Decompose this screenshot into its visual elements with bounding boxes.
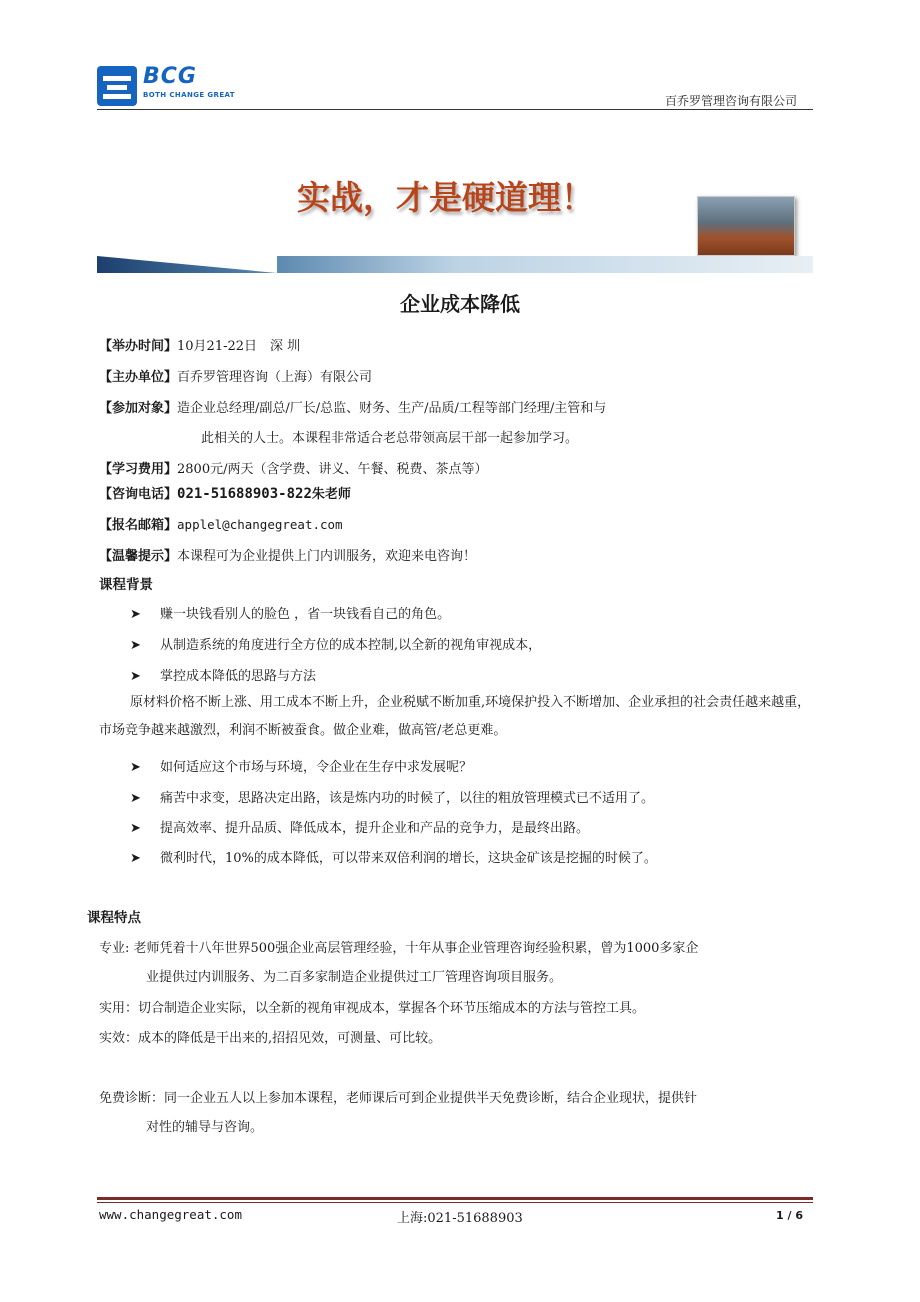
time-label: 【举办时间】 [99, 339, 178, 354]
footer-phone: 上海:021-51688903 [397, 1211, 523, 1226]
audience-line1: 造企业总经理/副总/厂长/总监、财务、生产/品质/工程等部门经理/主管和与 [177, 401, 607, 416]
info-host [99, 366, 372, 385]
list-item: ➤ 如何适应这个市场与环境，令企业在生存中求发展呢？ [130, 760, 473, 775]
email-label: 【报名邮箱】 [99, 518, 178, 533]
banner [97, 168, 813, 274]
page-number: 1 / 6 [776, 1209, 803, 1222]
host-label: 【主办单位】 [99, 370, 178, 385]
audience-label: 【参加对象】 [99, 401, 178, 416]
fee-label: 【学习费用】 [99, 462, 178, 477]
tip-label: 【温馨提示】 [99, 549, 178, 564]
info-time [99, 335, 300, 354]
list-item: ➤ 痛苦中求变，思路决定出路，该是炼内功的时候了，以往的粗放管理模式已不适用了。 [130, 791, 655, 806]
phone-value: 021-51688903-822 [177, 486, 312, 502]
list-item: ➤ 赚一块钱看别人的脸色 ，省一块钱看自己的角色。 [130, 607, 451, 622]
list-item: ➤ 掌控成本降低的思路与方法 [130, 669, 317, 684]
arrow-bullet-icon: ➤ [130, 638, 141, 653]
audience-line2: 此相关的人士。本课程非常适合老总带领高层干部一起参加学习。 [201, 431, 579, 446]
list-item: ➤ 微利时代，10%的成本降低，可以带来双倍利润的增长，这块金矿该是挖掘的时候了。 [130, 851, 657, 866]
background-paragraph: 原材料价格不断上涨、用工成本不断上升，企业税赋不断加重,环境保护投入不断增加、企业承担的社会责任越来越重，市场竞争越来越激烈，利润不断被蚕食。做企业难，做高管/老总更难。 [99, 695, 811, 738]
info-audience [99, 397, 606, 416]
arrow-bullet-icon: ➤ [130, 760, 141, 775]
banner-slogan: 实战，才是硬道理！ [297, 178, 594, 217]
page-header [97, 62, 813, 110]
free-diagnosis-line2: 对性的辅导与咨询。 [146, 1120, 264, 1135]
feature-effect: 实效：成本的降低是干出来的,招招见效，可测量、可比较。 [99, 1031, 442, 1046]
logo-subtitle: BOTH CHANGE GREAT [143, 91, 235, 99]
info-fee [99, 458, 487, 477]
list-item: ➤ 从制造系统的角度进行全方位的成本控制,以全新的视角审视成本， [130, 638, 542, 653]
bcg-logo-icon [97, 66, 137, 106]
feature-pro-line1: 专业: 老师凭着十八年世界500强企业高层管理经验，十年从事企业管理咨询经验积累，曾为1000多家企 [99, 941, 699, 956]
feature-practical: 实用：切合制造企业实际，以全新的视角审视成本，掌握各个环节压缩成本的方法与管控工具。 [99, 1001, 646, 1016]
background-heading: 课程背景 [99, 577, 153, 593]
info-tip [99, 545, 476, 564]
free-diagnosis-line1: 免费诊断：同一企业五人以上参加本课程，老师课后可到企业提供半天免费诊断，结合企业现状，提供针 [99, 1091, 698, 1106]
time-value: 10月21-22日 深 圳 [177, 339, 301, 354]
phone-label: 【咨询电话】 [99, 487, 178, 502]
features-heading: 课程特点 [87, 910, 141, 926]
arrow-bullet-icon: ➤ [130, 851, 141, 866]
logo-text: BCG [143, 64, 197, 89]
arrow-bullet-icon: ➤ [130, 791, 141, 806]
info-email [99, 514, 343, 533]
header-divider [97, 109, 813, 110]
tip-value: 本课程可为企业提供上门内训服务，欢迎来电咨询！ [177, 549, 477, 564]
footer-rule-thin [97, 1202, 813, 1203]
footer-website[interactable]: www.changegreat.com [99, 1207, 242, 1222]
list-item: ➤ 提高效率、提升品质、降低成本，提升企业和产品的竞争力，是最终出路。 [130, 821, 590, 836]
email-value[interactable]: applel@changegreat.com [177, 517, 343, 532]
host-value: 百乔罗管理咨询（上海）有限公司 [177, 370, 373, 385]
meeting-photo [697, 196, 795, 256]
footer-rule [97, 1197, 813, 1200]
feature-pro-line2: 业提供过内训服务、为二百多家制造企业提供过工厂管理咨询项目服务。 [146, 970, 563, 985]
page-title: 企业成本降低 [400, 292, 520, 316]
phone-contact: 朱老师 [311, 487, 351, 502]
info-phone [99, 483, 351, 502]
arrow-bullet-icon: ➤ [130, 669, 141, 684]
header-company: 百乔罗管理咨询有限公司 [664, 94, 797, 108]
arrow-bullet-icon: ➤ [130, 821, 141, 836]
arrow-bullet-icon: ➤ [130, 607, 141, 622]
fee-value: 2800元/两天（含学费、讲义、午餐、税费、茶点等） [177, 462, 488, 477]
